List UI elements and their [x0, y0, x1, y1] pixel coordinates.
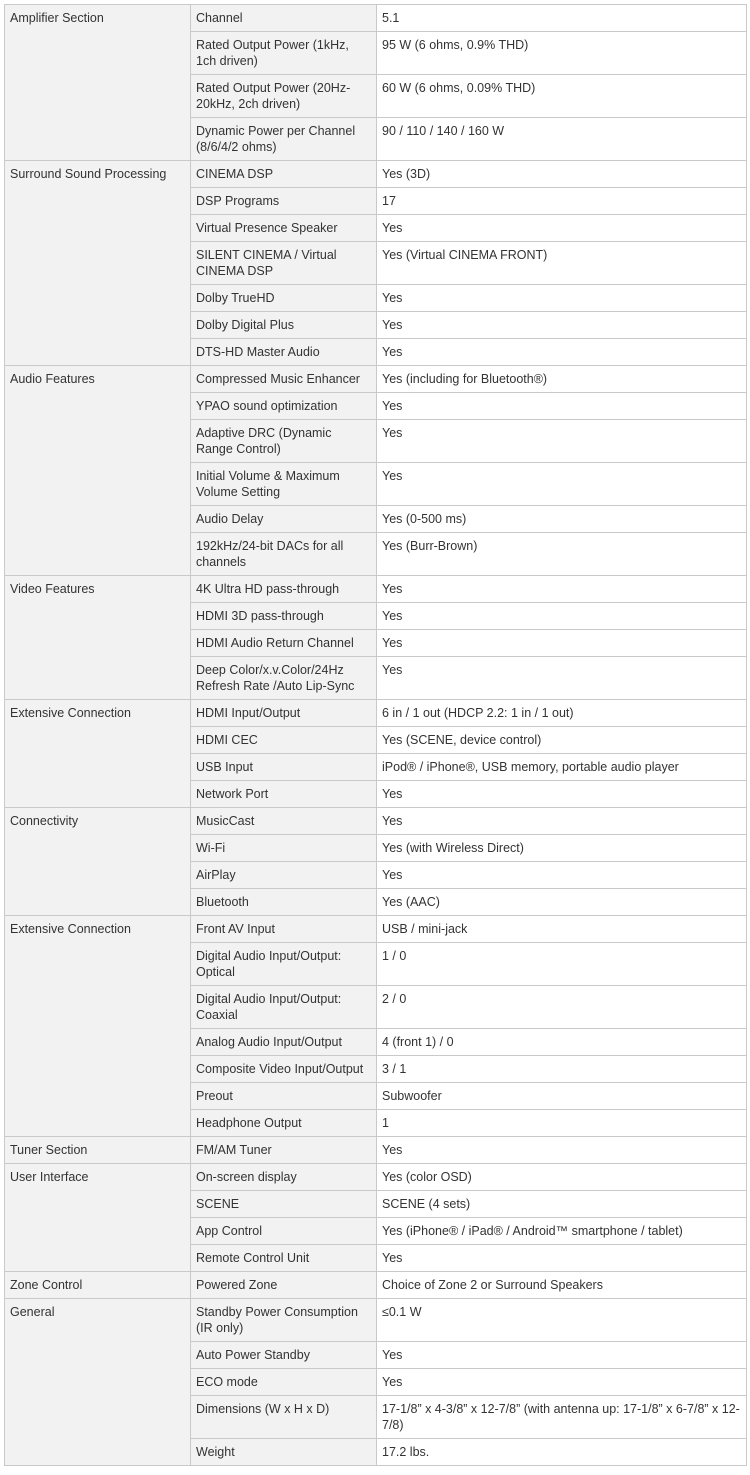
section-name: Video Features [5, 576, 191, 700]
spec-feature: Channel [191, 5, 377, 32]
spec-feature: USB Input [191, 754, 377, 781]
spec-feature: 192kHz/24-bit DACs for all channels [191, 533, 377, 576]
spec-feature: Powered Zone [191, 1272, 377, 1299]
spec-feature: On-screen display [191, 1164, 377, 1191]
spec-value: Yes [377, 1245, 747, 1272]
table-row [5, 161, 747, 188]
spec-feature: CINEMA DSP [191, 161, 377, 188]
spec-table [4, 4, 747, 1466]
table-row [5, 1272, 747, 1299]
spec-feature: AirPlay [191, 862, 377, 889]
spec-feature: FM/AM Tuner [191, 1137, 377, 1164]
spec-value: 1 / 0 [377, 943, 747, 986]
spec-value: 5.1 [377, 5, 747, 32]
spec-feature: 4K Ultra HD pass-through [191, 576, 377, 603]
spec-feature: Compressed Music Enhancer [191, 366, 377, 393]
spec-feature: SILENT CINEMA / Virtual CINEMA DSP [191, 242, 377, 285]
spec-feature: Virtual Presence Speaker [191, 215, 377, 242]
spec-feature: DSP Programs [191, 188, 377, 215]
table-row [5, 916, 747, 943]
spec-value: Yes [377, 1369, 747, 1396]
spec-feature: Wi-Fi [191, 835, 377, 862]
spec-feature: Auto Power Standby [191, 1342, 377, 1369]
spec-feature: Audio Delay [191, 506, 377, 533]
spec-value: Yes (iPhone® / iPad® / Android™ smartphone / tablet) [377, 1218, 747, 1245]
spec-value: Yes (Burr-Brown) [377, 533, 747, 576]
spec-feature: Composite Video Input/Output [191, 1056, 377, 1083]
spec-feature: MusicCast [191, 808, 377, 835]
section-name: Zone Control [5, 1272, 191, 1299]
spec-feature: Dolby Digital Plus [191, 312, 377, 339]
spec-value: Yes (including for Bluetooth®) [377, 366, 747, 393]
spec-value: Yes (with Wireless Direct) [377, 835, 747, 862]
spec-value: 60 W (6 ohms, 0.09% THD) [377, 75, 747, 118]
spec-feature: Dolby TrueHD [191, 285, 377, 312]
spec-feature: ECO mode [191, 1369, 377, 1396]
spec-feature: Dynamic Power per Channel (8/6/4/2 ohms) [191, 118, 377, 161]
spec-feature: Network Port [191, 781, 377, 808]
spec-feature: Rated Output Power (1kHz, 1ch driven) [191, 32, 377, 75]
spec-feature: Deep Color/x.v.Color/24Hz Refresh Rate /Auto Lip-Sync [191, 657, 377, 700]
spec-value: ≤0.1 W [377, 1299, 747, 1342]
spec-value: 3 / 1 [377, 1056, 747, 1083]
spec-feature: Initial Volume & Maximum Volume Setting [191, 463, 377, 506]
spec-value: Yes [377, 576, 747, 603]
table-row [5, 808, 747, 835]
spec-feature: Preout [191, 1083, 377, 1110]
spec-value: Subwoofer [377, 1083, 747, 1110]
spec-value: Yes [377, 393, 747, 420]
spec-value: Yes [377, 1342, 747, 1369]
spec-value: Yes (3D) [377, 161, 747, 188]
spec-value: 4 (front 1) / 0 [377, 1029, 747, 1056]
table-row [5, 700, 747, 727]
spec-value: 17.2 lbs. [377, 1439, 747, 1466]
spec-value: Yes (0-500 ms) [377, 506, 747, 533]
spec-value: USB / mini-jack [377, 916, 747, 943]
section-name: Connectivity [5, 808, 191, 916]
spec-feature: Digital Audio Input/Output: Coaxial [191, 986, 377, 1029]
spec-feature: Weight [191, 1439, 377, 1466]
spec-value: 6 in / 1 out (HDCP 2.2: 1 in / 1 out) [377, 700, 747, 727]
spec-value: Yes [377, 603, 747, 630]
spec-value: Yes [377, 215, 747, 242]
table-row [5, 1299, 747, 1342]
section-name: Audio Features [5, 366, 191, 576]
spec-value: 95 W (6 ohms, 0.9% THD) [377, 32, 747, 75]
section-name: Tuner Section [5, 1137, 191, 1164]
spec-value: Choice of Zone 2 or Surround Speakers [377, 1272, 747, 1299]
spec-value: Yes (Virtual CINEMA FRONT) [377, 242, 747, 285]
spec-value: Yes [377, 312, 747, 339]
spec-value: SCENE (4 sets) [377, 1191, 747, 1218]
section-name: User Interface [5, 1164, 191, 1272]
spec-feature: YPAO sound optimization [191, 393, 377, 420]
spec-feature: Standby Power Consumption (IR only) [191, 1299, 377, 1342]
spec-table-body [5, 5, 747, 1466]
table-row [5, 576, 747, 603]
spec-feature: Bluetooth [191, 889, 377, 916]
spec-feature: HDMI 3D pass-through [191, 603, 377, 630]
spec-value: Yes [377, 808, 747, 835]
spec-value: Yes [377, 862, 747, 889]
spec-value: 90 / 110 / 140 / 160 W [377, 118, 747, 161]
spec-feature: DTS-HD Master Audio [191, 339, 377, 366]
spec-value: Yes [377, 420, 747, 463]
spec-value: Yes [377, 1137, 747, 1164]
spec-value: Yes [377, 781, 747, 808]
spec-value: Yes [377, 657, 747, 700]
spec-feature: Dimensions (W x H x D) [191, 1396, 377, 1439]
spec-feature: HDMI Audio Return Channel [191, 630, 377, 657]
spec-value: 2 / 0 [377, 986, 747, 1029]
spec-value: Yes [377, 285, 747, 312]
spec-feature: Digital Audio Input/Output: Optical [191, 943, 377, 986]
spec-value: 1 [377, 1110, 747, 1137]
section-name: Extensive Connection [5, 916, 191, 1137]
spec-value: Yes [377, 463, 747, 506]
section-name: Extensive Connection [5, 700, 191, 808]
spec-feature: HDMI Input/Output [191, 700, 377, 727]
spec-value: iPod® / iPhone®, USB memory, portable audio player [377, 754, 747, 781]
spec-feature: Rated Output Power (20Hz-20kHz, 2ch driven) [191, 75, 377, 118]
table-row [5, 5, 747, 32]
spec-feature: App Control [191, 1218, 377, 1245]
section-name: Amplifier Section [5, 5, 191, 161]
section-name: Surround Sound Processing [5, 161, 191, 366]
spec-value: 17-1/8” x 4-3/8” x 12-7/8” (with antenna up: 17-1/8” x 6-7/8” x 12-7/8) [377, 1396, 747, 1439]
spec-value: Yes (color OSD) [377, 1164, 747, 1191]
spec-value: Yes (AAC) [377, 889, 747, 916]
spec-feature: Remote Control Unit [191, 1245, 377, 1272]
table-row [5, 366, 747, 393]
spec-feature: Front AV Input [191, 916, 377, 943]
spec-feature: SCENE [191, 1191, 377, 1218]
spec-value: Yes [377, 339, 747, 366]
table-row [5, 1164, 747, 1191]
section-name: General [5, 1299, 191, 1466]
table-row [5, 1137, 747, 1164]
spec-value: Yes (SCENE, device control) [377, 727, 747, 754]
spec-feature: Headphone Output [191, 1110, 377, 1137]
spec-feature: HDMI CEC [191, 727, 377, 754]
spec-feature: Analog Audio Input/Output [191, 1029, 377, 1056]
spec-feature: Adaptive DRC (Dynamic Range Control) [191, 420, 377, 463]
spec-value: Yes [377, 630, 747, 657]
spec-value: 17 [377, 188, 747, 215]
